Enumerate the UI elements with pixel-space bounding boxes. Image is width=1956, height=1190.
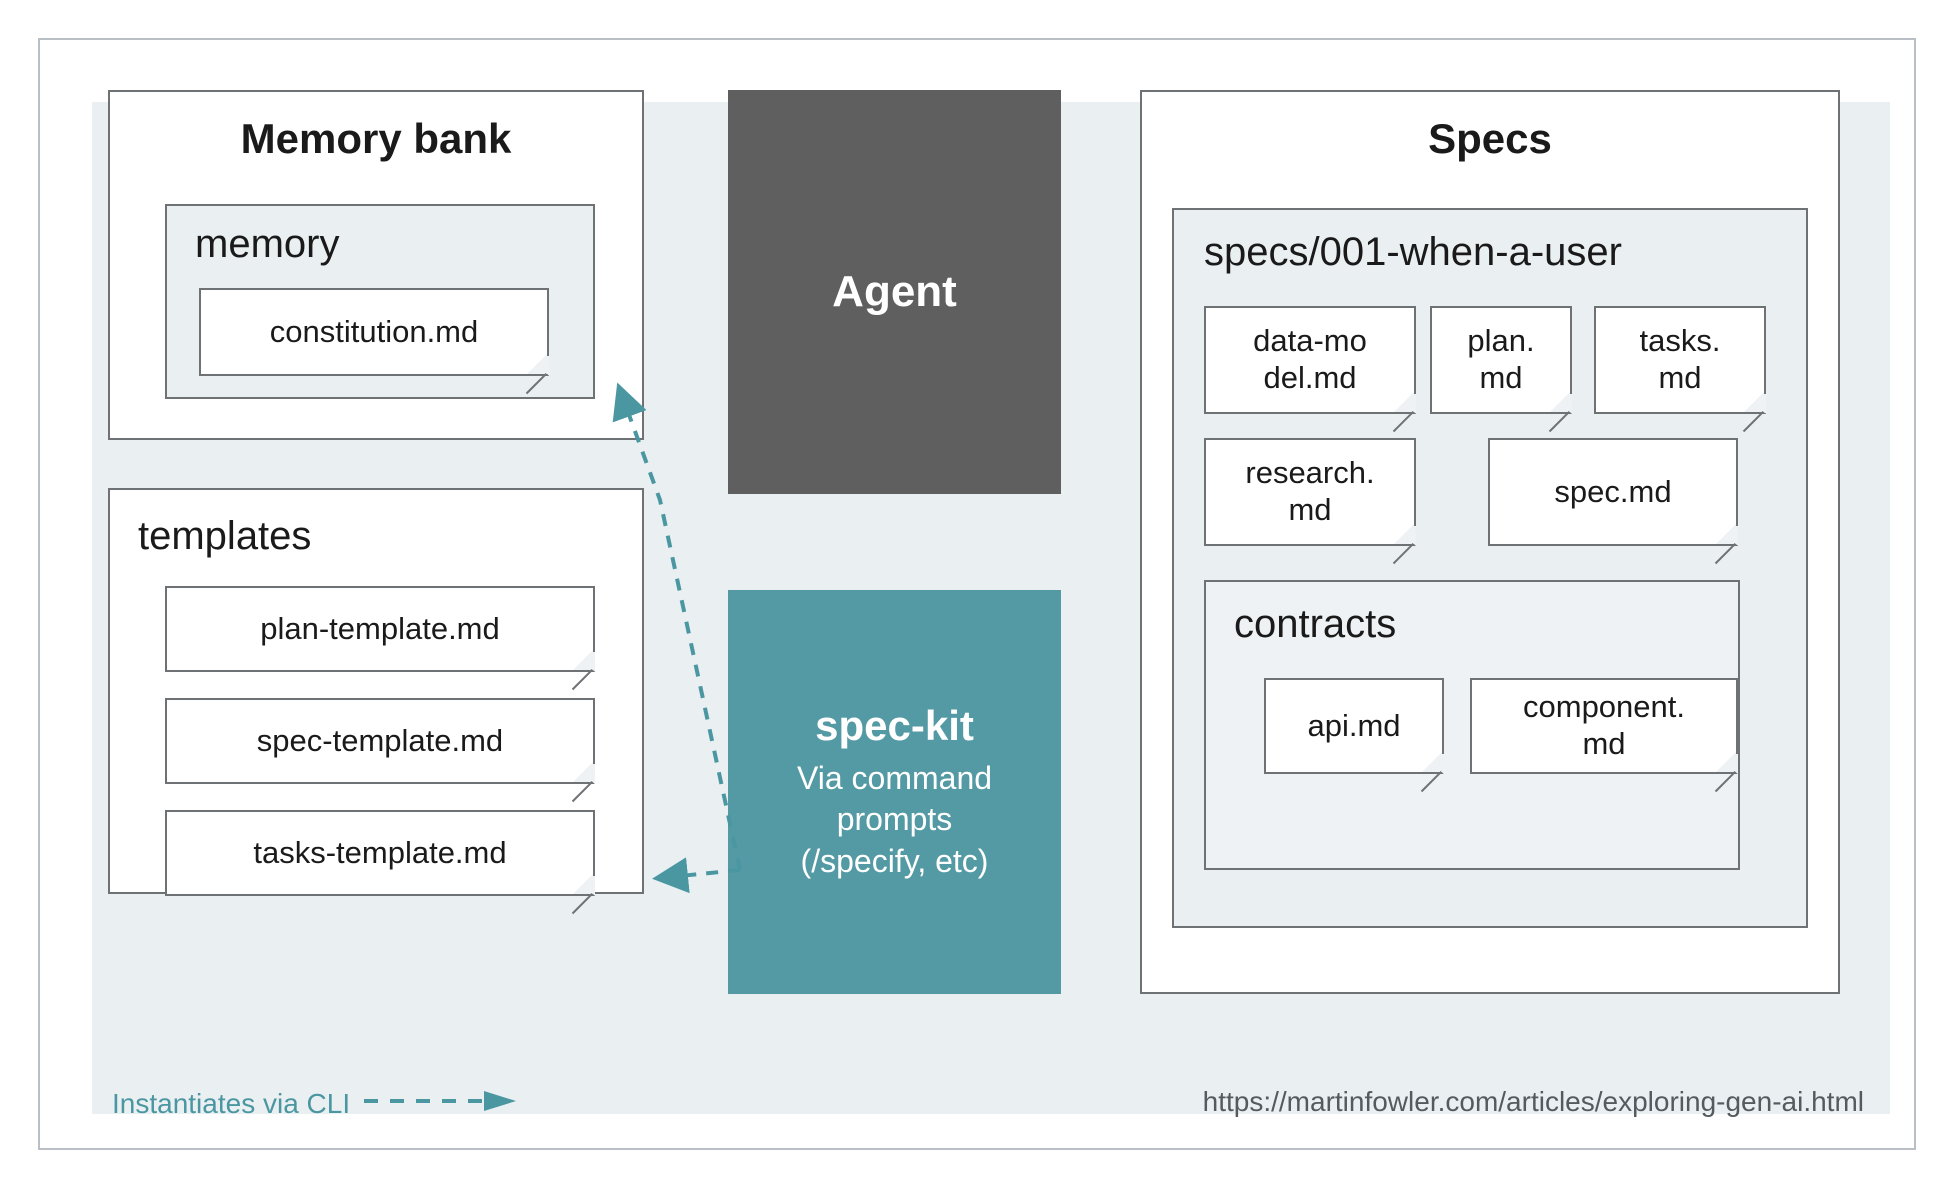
memory-bank-title: Memory bank bbox=[240, 115, 512, 162]
file-label: plan. bbox=[1467, 323, 1535, 359]
memory-folder-label: memory bbox=[195, 222, 340, 266]
source-url: https://martinfowler.com/articles/exploring-gen-ai.html bbox=[1202, 1086, 1864, 1117]
file-label: component. bbox=[1523, 689, 1685, 725]
specs-title: Specs bbox=[1428, 115, 1552, 162]
contracts-folder bbox=[1204, 580, 1740, 870]
file-label-cont: md bbox=[1658, 360, 1702, 395]
page-fold-line bbox=[1549, 411, 1570, 432]
feature-folder-label: specs/001-when-a-user bbox=[1204, 230, 1622, 274]
file-label-cont: md bbox=[1582, 726, 1626, 761]
file-label: constitution.md bbox=[269, 313, 479, 349]
file-label: research. bbox=[1245, 455, 1375, 491]
agent-label: Agent bbox=[832, 267, 957, 316]
file-card bbox=[1264, 678, 1444, 774]
file-card bbox=[1430, 306, 1572, 414]
page-fold-icon bbox=[573, 874, 593, 894]
page-fold-icon bbox=[1394, 392, 1414, 412]
file-label: plan-template.md bbox=[260, 610, 500, 646]
page-fold-icon bbox=[1716, 524, 1736, 544]
diagram-frame bbox=[38, 38, 1916, 1150]
page-fold-icon bbox=[1716, 752, 1736, 772]
page-fold-line bbox=[1393, 411, 1414, 432]
specs-group bbox=[1140, 90, 1840, 994]
spec-kit-title: spec-kit bbox=[815, 701, 974, 749]
file-card bbox=[165, 698, 595, 784]
contracts-label: contracts bbox=[1234, 602, 1397, 646]
legend bbox=[112, 1088, 534, 1120]
file-card bbox=[165, 586, 595, 672]
file-card bbox=[199, 288, 549, 376]
file-label: api.md bbox=[1307, 707, 1401, 743]
page-fold-line bbox=[572, 781, 593, 802]
spec-kit-subtitle-line: prompts bbox=[836, 801, 953, 838]
page-fold-icon bbox=[1550, 392, 1570, 412]
page-fold-icon bbox=[1422, 752, 1442, 772]
page-fold-icon bbox=[1394, 524, 1414, 544]
page-fold-line bbox=[526, 373, 547, 394]
file-label: data-mo bbox=[1253, 323, 1367, 359]
memory-folder bbox=[165, 204, 595, 399]
page-fold-line bbox=[1743, 411, 1764, 432]
file-label: spec-template.md bbox=[256, 722, 504, 758]
spec-kit-subtitle-line: Via command bbox=[796, 759, 993, 796]
file-label-cont: md bbox=[1479, 360, 1523, 395]
file-card bbox=[165, 810, 595, 896]
page-fold-line bbox=[572, 669, 593, 690]
spec-kit-subtitle-line: (/specify, etc) bbox=[800, 842, 989, 879]
file-label: tasks-template.md bbox=[253, 834, 507, 870]
legend-label: Instantiates via CLI bbox=[112, 1088, 351, 1119]
page-fold-icon bbox=[573, 650, 593, 670]
agent-block bbox=[728, 90, 1061, 494]
page-fold-icon bbox=[1744, 392, 1764, 412]
file-label: tasks. bbox=[1639, 323, 1721, 359]
templates-label: templates bbox=[138, 514, 312, 558]
page-fold-line bbox=[1715, 543, 1736, 564]
file-card bbox=[1204, 306, 1416, 414]
file-card bbox=[1470, 678, 1738, 774]
spec-kit-block bbox=[728, 590, 1061, 994]
templates-group bbox=[108, 488, 644, 894]
page-fold-icon bbox=[527, 354, 547, 374]
memory-bank-group bbox=[108, 90, 644, 440]
page-fold-icon bbox=[573, 762, 593, 782]
dashed-arrow-icon bbox=[364, 1088, 534, 1120]
page-fold-line bbox=[1715, 771, 1736, 792]
feature-folder bbox=[1172, 208, 1808, 928]
file-label: spec.md bbox=[1554, 473, 1672, 509]
file-card bbox=[1204, 438, 1416, 546]
page-fold-line bbox=[1393, 543, 1414, 564]
file-card bbox=[1488, 438, 1738, 546]
file-label-cont: md bbox=[1288, 492, 1332, 527]
file-card bbox=[1594, 306, 1766, 414]
file-label-cont: del.md bbox=[1263, 360, 1357, 395]
page-fold-line bbox=[1421, 771, 1442, 792]
